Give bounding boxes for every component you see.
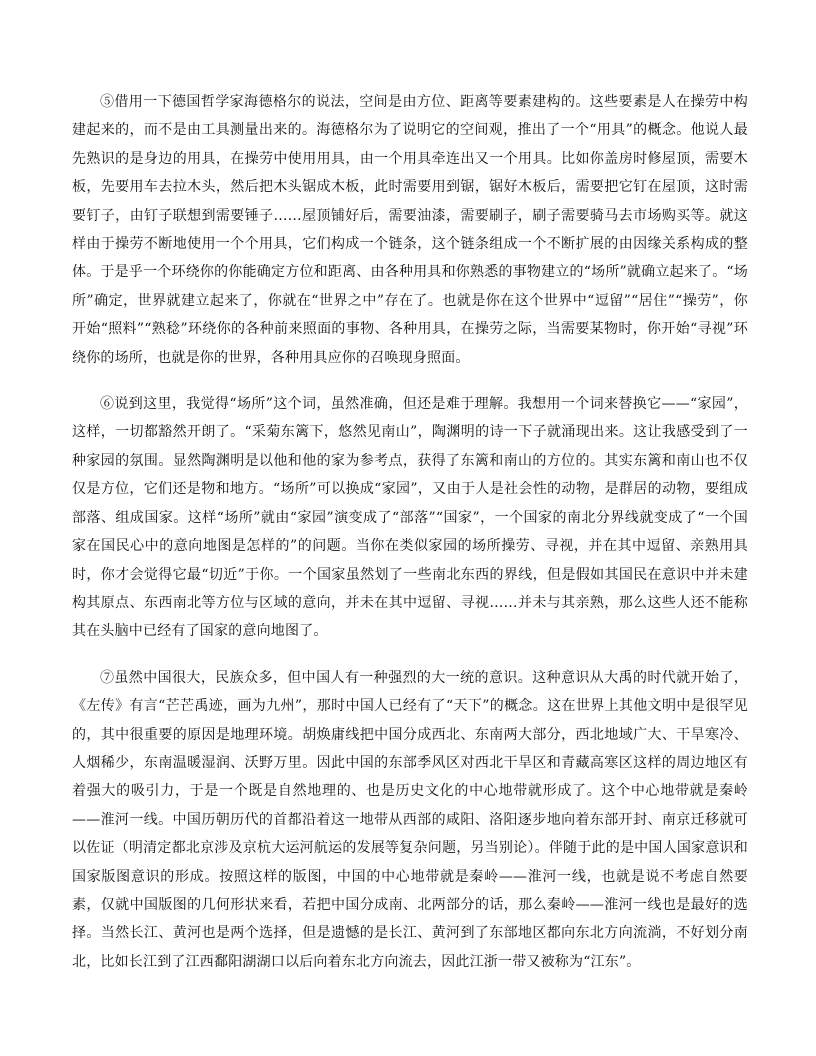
- paragraph-5: ⑤借用一下德国哲学家海德格尔的说法，空间是由方位、距离等要素建构的。这些要素是人在操劳中构建起来的，而不是由工具测量出来的。海德格尔为了说明它的空间观，推出了一个“用具”的概念。他说人最先熟识的是身边的用具，在操劳中使用用具，由一个用具牵连出又一个用具。比如你盖房时修屋顶，需要木板，先要用车去拉木头，然后把木头锯成木板，此时需要用到锯，锯好木板后，需要把它钉在屋顶，这时需要钉子，由钉子联想到需要锤子……屋顶铺好后，需要油漆，需要刷子，刷子需要骑马去市场购买等。就这样由于操劳不断地使用一个个用具，它们构成一个链条，这个链条组成一个不断扩展的由因缘关系构成的整体。于是乎一个环绕你的你能确定方位和距离、由各种用具和你熟悉的事物建立的“场所”就确立起来了。“场所”确定，世界就建立起来了，你就在“世界之中”存在了。也就是你在这个世界中“逗留”“居住”“操劳”，你开始“照料”“熟稔”环绕你的各种前来照面的事物、各种用具，在操劳之际，当需要某物时，你开始“寻视”环绕你的场所，也就是你的世界，各种用具应你的召唤现身照面。: [72, 94, 748, 366]
- paragraph-7: ⑦虽然中国很大，民族众多，但中国人有一种强烈的大一统的意识。这种意识从大禹的时代就开始了，《左传》有言“芒芒禹迹，画为九州”，那时中国人已经有了“天下”的概念。这在世界上其他文明中是很罕见的，其中很重要的原因是地理环境。胡焕庸线把中国分成西北、东南两大部分，西北地域广大、干旱寒冷、人烟稀少，东南温暖湿润、沃野万里。因此中国的东部季风区对西北干旱区和青藏高寒区这样的周边地区有着强大的吸引力，于是一个既是自然地理的、也是历史文化的中心地带就形成了。这个中心地带就是秦岭——淮河一线。中国历朝历代的首都沿着这一地带从西部的咸阳、洛阳逐步地向着东部开封、南京迁移就可以佐证（明清定都北京涉及京杭大运河航运的发展等复杂问题，另当别论）。伴随于此的是中国人国家意识和国家版图意识的形成。按照这样的版图，中国的中心地带就是秦岭——淮河一线，也就是说不考虑自然要素，仅就中国版图的几何形状来看，若把中国分成南、北两部分的话，那么秦岭——淮河一线也是最好的选择。当然长江、黄河也是两个选择，但是遗憾的是长江、黄河到了东部地区都向东北方向流淌，不好划分南北，比如长江到了江西鄱阳湖湖口以后向着东北方向流去，因此江浙一带又被称为“江东”。: [72, 669, 748, 970]
- document-body: [72, 88, 748, 994]
- paragraph-6: ⑥说到这里，我觉得“场所”这个词，虽然准确，但还是难于理解。我想用一个词来替换它——“家园”，这样，一切都豁然开朗了。“采菊东篱下，悠然见南山”，陶渊明的诗一下子就涌现出来。这让我感受到了一种家园的氛围。显然陶渊明是以他和他的家为参考点，获得了东篱和南山的方位的。其实东篱和南山也不仅仅是方位，它们还是物和地方。“场所”可以换成“家园”，又由于人是社会性的动物，是群居的动物，要组成部落、组成国家。这样“场所”就由“家园”演变成了“部落”“国家”，一个国家的南北分界线就变成了“一个国家在国民心中的意向地图是怎样的”的问题。当你在类似家园的场所操劳、寻视，并在其中逗留、亲熟用具时，你才会觉得它最“切近”于你。一个国家虽然划了一些南北东西的界线，但是假如其国民在意识中并未建构其原点、东西南北等方位与区域的意向，并未在其中逗留、寻视……并未与其亲熟，那么这些人还不能称其在头脑中已经有了国家的意向地图了。: [72, 396, 748, 640]
